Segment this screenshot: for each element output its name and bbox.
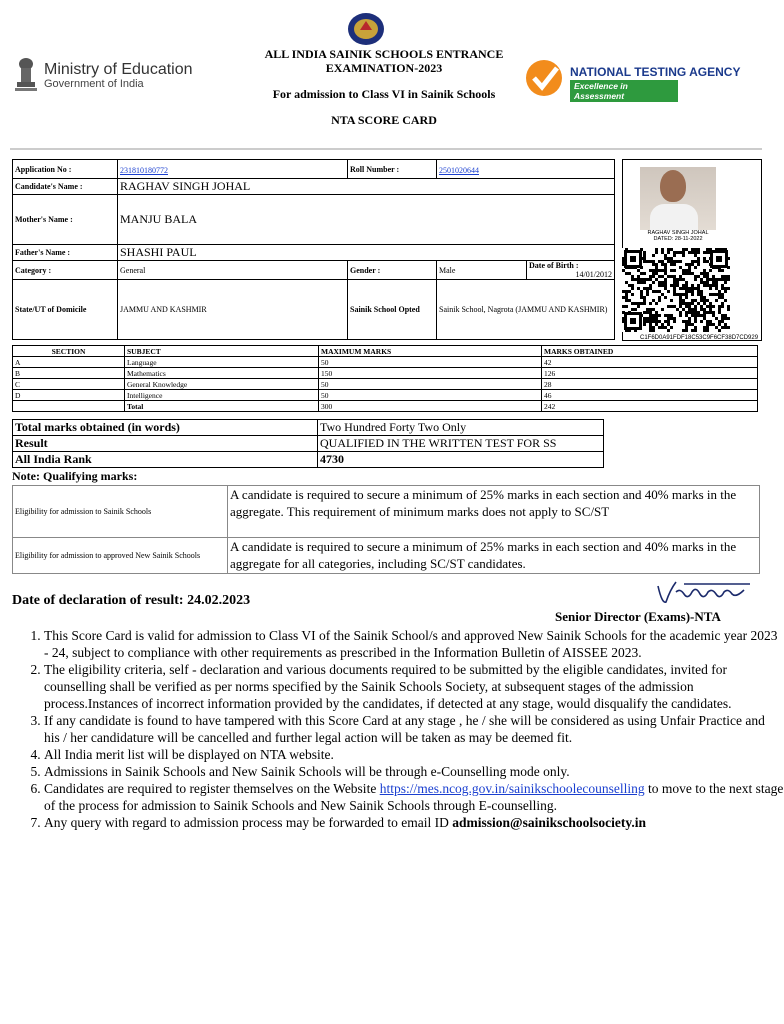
table-row-total [13,401,758,412]
domicile-label: State/UT of Domicile [13,280,118,340]
signature-image [654,578,754,608]
application-no-label: Application No : [13,160,118,179]
list-item: 4. All India merit list will be displayed on NTA website. [44,746,784,763]
score-card-title: NTA SCORE CARD [331,113,437,127]
max-cell: 150 [319,368,542,379]
obtained-cell: 242 [542,401,758,412]
father-name: SHASHI PAUL [118,245,615,261]
table-row [13,379,758,390]
photo-caption [640,230,716,242]
table-row [13,357,758,368]
list-item: 1. This Score Card is valid for admission to Class VI of the Sainik School/s and approved New Sainik Schools for the academic year 2023 - 24, subject to compliance with other requirements as prescribed in the Information Bulletin of AISSEE 2023. [44,627,784,661]
list-item: 3. If any candidate is found to have tampered with this Score Card at any stage , he / she will be considered as using Unfair Practice and his / her candidature will be cancelled and further legal action will be taken as may be deemed fit. [44,712,784,746]
subject-cell: Language [125,357,319,368]
gender-value: Male [437,261,527,280]
note7-text-pre: Any query with regard to admission process may be forwarded to email ID [44,815,453,830]
exam-title-line2: EXAMINATION-2023 [325,61,443,75]
max-cell: 300 [319,401,542,412]
header-section: SECTION [13,346,125,357]
domicile-value: JAMMU AND KASHMIR [118,280,348,340]
list-item [44,780,784,814]
list-item: 5. Admissions in Sainik Schools and New Sainik Schools will be through e-Counselling mode only. [44,763,784,780]
section-cell: D [13,390,125,401]
photo-caption-name: RAGHAV SINGH JOHAL [647,230,709,236]
list-item [44,814,784,831]
obtained-cell: 42 [542,357,758,368]
list-item: 2. The eligibility criteria, self - declaration and various documents required to be submitted by the eligible candidates, invited for counselling shall be verified as per norms specified by the Sainik Schools Society, at subsequent stages of the admission process.Instances of incorrect information provided by the candidates, if detected at any stage, would disqualify the candidates. [44,661,784,712]
government-name: Government of India [44,78,144,90]
gender-label: Gender : [348,261,437,280]
note6-text-pre: Candidates are required to register themselves on the Website [44,781,380,796]
qr-code-text: C1F6D0A91FDF18C53C9F6CF38D7CD929 [640,335,759,341]
school-opted-label: Sainik School Opted [348,280,437,340]
photo-caption-date: DATED: 28-11-2022 [653,236,703,242]
header-subject: SUBJECT [125,346,319,357]
header-max-marks: MAXIMUM MARKS [319,346,542,357]
subject-cell: Intelligence [125,390,319,401]
result-label: Result [13,436,318,452]
max-cell: 50 [319,357,542,368]
eligibility-new-sainik-text: A candidate is required to secure a minimum of 25% marks in each section and 40% marks in the aggregate for all categories, including SC/ST candidates. [228,538,760,574]
nta-logo-icon [524,58,566,98]
section-cell: B [13,368,125,379]
marks-table [12,345,758,412]
subject-cell: Mathematics [125,368,319,379]
school-opted-value: Sainik School, Nagrota (JAMMU AND KASHMIR) [437,280,615,340]
category-value: General [118,261,348,280]
photo-face [660,170,686,202]
roll-number-label: Roll Number : [348,160,437,179]
ministry-name: Ministry of Education [44,61,193,78]
qr-code-icon [622,248,730,332]
eligibility-sainik-label: Eligibility for admission to Sainik Schools [13,486,228,538]
qualifying-marks-title: Note: Qualifying marks: [12,469,138,483]
father-name-label: Father's Name : [13,245,118,261]
eligibility-sainik-text: A candidate is required to secure a minimum of 25% marks in each section and 40% marks in the aggregate. This requirement of minimum marks does not apply to SC/ST [228,486,760,538]
section-cell: A [13,357,125,368]
dob-label: Date of Birth : [529,261,579,270]
note6-text-post: to move to the next stage of the process for admission to Sainik Schools and New Sainik Schools through E-counselling. [44,781,784,813]
table-row [13,368,758,379]
subject-cell: Total [125,401,319,412]
exam-title-line1: ALL INDIA SAINIK SCHOOLS ENTRANCE [264,47,504,61]
max-cell: 50 [319,379,542,390]
application-no-link[interactable]: 231810180772 [120,166,168,175]
marks-in-words-value: Two Hundred Forty Two Only [318,420,604,436]
sainik-school-seal-icon [346,12,386,46]
instructions-list [12,627,784,831]
candidate-name: RAGHAV SINGH JOHAL [118,179,615,195]
candidate-info-table [12,159,615,340]
result-value: QUALIFIED IN THE WRITTEN TEST FOR SS [318,436,604,452]
exam-subtitle: For admission to Class VI in Sainik Schools [272,87,496,101]
counselling-website-link[interactable]: https://mes.ncog.gov.in/sainikschoolecounselling [379,781,645,796]
rank-label: All India Rank [13,452,318,468]
mother-name: MANJU BALA [118,195,615,245]
max-cell: 50 [319,390,542,401]
subject-cell: General Knowledge [125,379,319,390]
obtained-cell: 46 [542,390,758,401]
signatory-title: Senior Director (Exams)-NTA [555,609,721,624]
query-email: admission@sainikschoolsociety.in [452,815,646,830]
dob-value: 14/01/2012 [575,270,612,279]
table-row [13,390,758,401]
category-label: Category : [13,261,118,280]
header-divider [10,148,762,150]
obtained-cell: 28 [542,379,758,390]
qualifying-marks-table [12,485,760,574]
rank-value: 4730 [318,452,604,468]
candidate-name-label: Candidate's Name : [13,179,118,195]
roll-number-link[interactable]: 2501020644 [439,166,479,175]
eligibility-new-sainik-label: Eligibility for admission to approved New Sainik Schools [13,538,228,574]
section-cell [13,401,125,412]
header-marks-obtained: MARKS OBTAINED [542,346,758,357]
nta-name: NATIONAL TESTING AGENCY [570,65,741,79]
nta-tagline: Excellence in Assessment [570,80,678,102]
mother-name-label: Mother's Name : [13,195,118,245]
declaration-date: Date of declaration of result: 24.02.2023 [12,593,251,608]
section-cell: C [13,379,125,390]
obtained-cell: 126 [542,368,758,379]
result-summary-table [12,419,604,468]
marks-in-words-label: Total marks obtained (in words) [13,420,318,436]
